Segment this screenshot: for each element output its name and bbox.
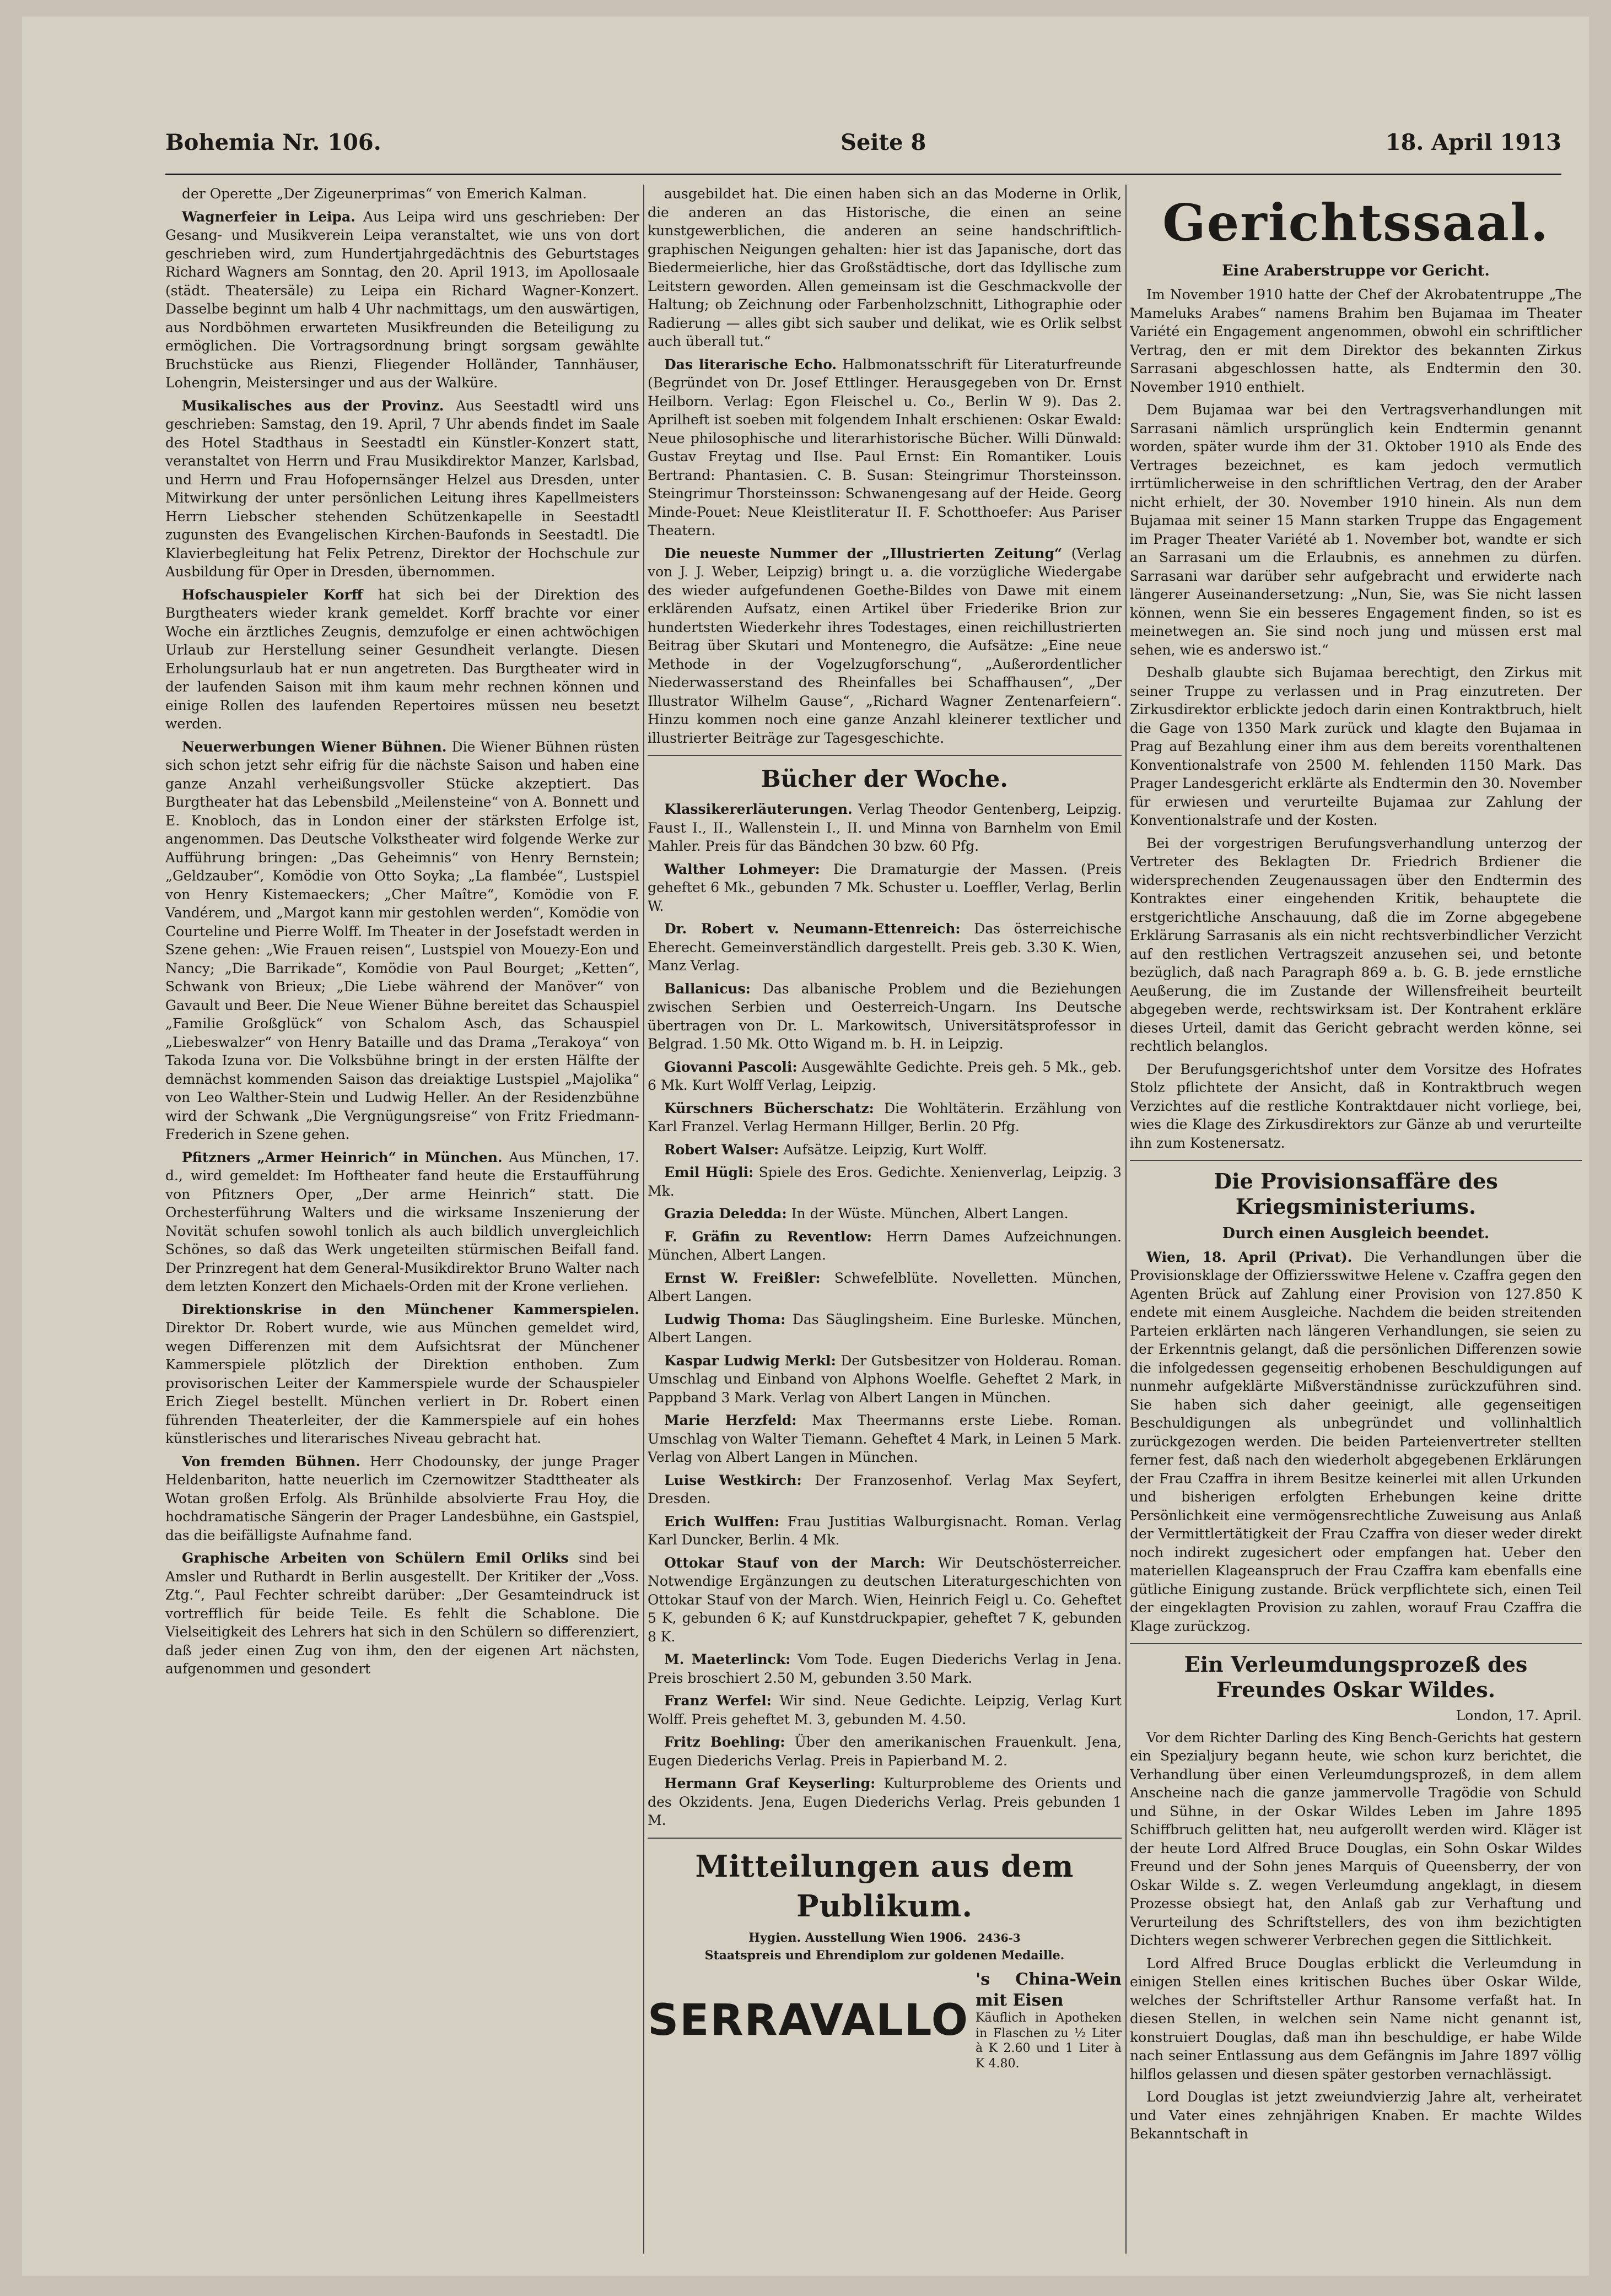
ad-availability: Käuflich in Apotheken in Flaschen zu ½ Liter à K 2.60 und 1 Liter à K 4.80. bbox=[976, 2011, 1122, 2071]
dateline: London, 17. April. bbox=[1456, 1708, 1582, 1724]
book-author: Walther Lohmeyer: bbox=[664, 861, 820, 877]
book-entry bbox=[648, 980, 1122, 1054]
book-entry bbox=[648, 1141, 1122, 1159]
book-author: Emil Hügli: bbox=[664, 1164, 754, 1181]
book-author: Hermann Graf Keyserling: bbox=[664, 1775, 876, 1792]
article-paragraph bbox=[165, 738, 639, 1144]
article-text: Die Wiener Bühnen rüsten sich schon jetzt sehr eifrig für die nächste Saison und haben eine ganze Anzahl verheißungsvoller Stücke akzeptiert. Das Burgtheater hat das Lebensbild „Meilensteine“ von A. Bonnett und E. Knobloch, das in London einer der stärksten Erfolge ist, angenommen. Das Deutsche Volkstheater wird folgende Werke zur Aufführung bringen: „Das Geheimnis“ von Henry Bernstein; „Geldzauber“, Komödie von Otto Soyka; „La flambée“, Lustspiel von Henry Kistemaeckers; „Cher Maître“, Komödie von F. Vandérem, und „Margot kann mir gestohlen werden“, Komödie von Courteline und Pierre Wolff. Im Theater in der Josefstadt werden in Szene gehen: „Wie Frauen reisen“, Lustspiel von Mouezy-Eon und Nancy; „Die Barrikade“, Komödie von Paul Bourget; „Ketten“, Schwank von Brieux; „Die Liebe während der Manöver“ von Gavault und Beer. Die Neue Wiener Bühne bereitet das Schauspiel „Familie Großglück“ von Schalom Asch, das Schauspiel „Liebeswalzer“ von Henry Bataille und das Drama „Terakoya“ von Takoda Izuna vor. Die Volksbühne bringt in der ersten Hälfte der demnächst kommenden Saison das dreiaktige Lustspiel „Majolika“ von Leo Walther-Stein und Ludwig Heller. An der Residenzbühne wird der Schwank „Die Vergnügungsreise“ von Fritz Friedmann-Frederich in Szene gehen. bbox=[165, 738, 639, 1142]
book-entry bbox=[648, 1411, 1122, 1467]
ad-details bbox=[976, 1969, 1122, 2071]
article-lead: Pfitzners „Armer Heinrich“ in München. bbox=[182, 1149, 503, 1165]
article-lead: Von fremden Bühnen. bbox=[182, 1453, 360, 1470]
book-text: Max Theermanns erste Liebe. Roman. Umschlag von Walter Tiemann. Geheftet 4 Mark, in Leinen 5 Mark. Verlag von Albert Langen in München. bbox=[648, 1412, 1122, 1466]
book-text: Ausgewählte Gedichte. Preis geh. 5 Mk., geb. 6 Mk. Kurt Wolff Verlag, Leipzig. bbox=[648, 1058, 1122, 1094]
book-text: Das Säuglingsheim. Eine Burleske. München, Albert Langen. bbox=[648, 1311, 1122, 1346]
article-paragraph bbox=[648, 355, 1122, 540]
article-paragraph bbox=[165, 1452, 639, 1545]
article-paragraph bbox=[165, 397, 639, 581]
book-author: Erich Wulffen: bbox=[664, 1513, 780, 1530]
header-rule bbox=[165, 174, 1561, 175]
book-text: Die Wohltäterin. Erzählung von Karl Franzel. Verlag Hermann Hillger, Berlin. 20 Pfg. bbox=[648, 1100, 1122, 1135]
book-entry bbox=[648, 1228, 1122, 1265]
article-paragraph bbox=[165, 1148, 639, 1296]
book-entry bbox=[648, 1650, 1122, 1687]
book-author: Klassikererläuterungen. bbox=[664, 801, 853, 818]
book-text: Schwefelblüte. Novelletten. München, Albert Langen. bbox=[648, 1269, 1122, 1305]
books-heading: Bücher der Woche. bbox=[761, 765, 1008, 792]
book-entry bbox=[648, 1554, 1122, 1646]
article-text: Direktor Dr. Robert wurde, wie aus München gemeldet wird, wegen Differenzen mit dem Aufsichtsrat der Münchener Kammerspiele plötzlich der Direktion enthoben. Zum provisorischen Leiter der Kammerspiele wurde der Schauspieler Erich Ziegel bestellt. München verliert in Dr. Robert einen führenden Theaterleiter, der die Kammerspiele auf ein hohes künstlerisches und literarisches Niveau gebracht hat. bbox=[165, 1320, 639, 1446]
book-text: Wir sind. Neue Gedichte. Leipzig, Verlag Kurt Wolff. Preis geheftet M. 3, gebunden M. 4.50. bbox=[648, 1693, 1122, 1727]
article-lead: Wagnerfeier in Leipa. bbox=[182, 208, 355, 225]
column-divider bbox=[643, 185, 644, 2254]
column-divider bbox=[1125, 185, 1127, 2254]
book-author: Franz Werfel: bbox=[664, 1693, 772, 1709]
book-entry bbox=[648, 1512, 1122, 1549]
column-3 bbox=[1130, 185, 1582, 2254]
article-paragraph: ausgebildet hat. Die einen haben sich an das Moderne in Orlik, die anderen an das Historische, die einen an seine kunstgewerblichen, die anderen an seine handschriftlich-graphischen Neigungen gehalten: hier ist das Japanische, dort das Biedermeierliche, hier das Großstädtische, dort das Idyllische zum Leitstern geworden. Allen gemeinsam ist die Geschmackvolle der Haltung; ob Zeichnung oder Farbenholzschnitt, Lithographie oder Radierung — alles gibt sich sauber und delikat, wie es Orlik selbst auch überall tut.“ bbox=[648, 186, 1122, 349]
book-text: Das österreichische Eherecht. Gemeinverständlich dargestellt. Preis geb. 3.30 K. Wien, Manz Verlag. bbox=[648, 921, 1122, 974]
book-author: Dr. Robert v. Neumann-Ettenreich: bbox=[664, 921, 961, 937]
book-author: Ernst W. Freißler: bbox=[664, 1269, 821, 1286]
book-text: Über den amerikanischen Frauenkult. Jena, Eugen Diederichs Verlag. Preis in Papierband M. 2. bbox=[648, 1734, 1122, 1769]
book-entry bbox=[648, 1058, 1122, 1095]
book-text: Aufsätze. Leipzig, Kurt Wolff. bbox=[783, 1141, 987, 1158]
article-paragraph bbox=[165, 208, 639, 392]
book-text: Vom Tode. Eugen Diederichs Verlag in Jena. Preis broschiert 2.50 M, gebunden 3.50 Mark. bbox=[648, 1651, 1122, 1686]
book-text: Verlag Theodor Gentenberg, Leipzig. Faust I., II., Wallenstein I., II. und Minna von Barnhelm von Emil Mahler. Preis für das Bändchen 30 bzw. 60 Pfg. bbox=[648, 801, 1122, 855]
book-author: Grazia Deledda: bbox=[664, 1206, 787, 1222]
book-entry bbox=[648, 1204, 1122, 1223]
header-issue: Bohemia Nr. 106. bbox=[165, 129, 381, 155]
article-lead: Neuerwerbungen Wiener Bühnen. bbox=[182, 738, 447, 755]
book-author: Robert Walser: bbox=[664, 1141, 779, 1158]
article-text: (Verlag von J. J. Weber, Leipzig) bringt u. a. die vorzügliche Wiedergabe des wieder aufgefundenen Goethe-Bildes von Dawe mit einem erklärenden Aufsatz, einen Artikel über Friederike Brion zur hundertsten Wiederkehr ihres Todestages, einen reichillustrierten Beitrag über Skutari und Montenegro, die Aufsätze: „Eine neue Methode in der Vogelzugforschung“, „Außerordentlicher Niederwasserstand des Rheinfalles bei Schaffhausen“, „Der Illustrator Wilhelm Gause“, „Richard Wagner Zentenarfeiern“. Hinzu kommen noch eine ganze Anzahl kleinerer textlicher und illustrierter Beiträge zur Tagesgeschichte. bbox=[648, 545, 1122, 746]
article-text: hat sich bei der Direktion des Burgtheaters wieder krank gemeldet. Korff brachte vor einer Woche ein ärztliches Zeugnis, demzufolge er einen achtwöchigen Urlaub zur Herstellung seiner Gesundheit verlangte. Diesen Erholungsurlaub hat er nun angetreten. Das Burgtheater wird in der laufenden Saison mit ihm kaum mehr rechnen können und einige Rollen des laufenden Repertoires müssen neu besetzt werden. bbox=[165, 586, 639, 732]
book-text: Frau Justitias Walburgisnacht. Roman. Verlag Karl Duncker, Berlin. 4 Mk. bbox=[648, 1513, 1122, 1548]
article-text: Aus Seestadtl wird uns geschrieben: Samstag, den 19. April, 7 Uhr abends findet im Saale des Hotel Stadthaus in Seestadtl ein Künstler-Konzert statt, veranstaltet von Herrn und Frau Musikdirektor Manzer, Karlsbad, und Herrn und Frau Hofopernsänger Helzel aus Dresden, unter Mitwirkung der unter persönlichen Leitung ihres Kapellmeisters Herrn Liebscher stehenden Schützenkapelle in Seestadtl zugunsten des Evangelischen Kirchen-Baufonds in Seestadtl. Die Klavierbegleitung hat Felix Petrenz, Direktor der Hochschule zur Ausbildung für Oper in Dresden, übernommen. bbox=[165, 397, 639, 580]
book-entry bbox=[648, 1269, 1122, 1306]
article-paragraph: der Operette „Der Zigeunerprimas“ von Emerich Kalman. bbox=[182, 186, 587, 202]
article-paragraph bbox=[165, 586, 639, 733]
book-author: F. Gräfin zu Reventlow: bbox=[664, 1228, 872, 1245]
article-text: Aus Leipa wird uns geschrieben: Der Gesang- und Musikverein Leipa veranstaltet, wie uns von dort geschrieben wird, zum Hundertjahrgedächtnis des Geburtstages Richard Wagners am Sonntag, den 20. April 1913, im Apollosaale (städt. Theatersäle) zu Leipa ein Richard Wagner-Konzert. Dasselbe beginnt um halb 4 Uhr nachmittags, um den auswärtigen, aus Nordböhmen erwarteten Musikfreunden die Beteiligung zu ermöglichen. Die Vortragsordnung bringt sorgsam gewählte Bruchstücke aus Rienzi, Fliegender Holländer, Tannhäuser, Lohengrin, Meistersinger und aus der Walküre. bbox=[165, 208, 639, 391]
article-paragraph bbox=[165, 1300, 639, 1448]
ad-code: 2436-3 bbox=[977, 1931, 1021, 1945]
article-lead: Die neueste Nummer der „Illustrierten Zeitung“ bbox=[664, 545, 1063, 561]
article-paragraph bbox=[648, 544, 1122, 748]
section-rule bbox=[1130, 1643, 1582, 1644]
article-paragraph: Lord Douglas ist jetzt zweiundvierzig Jahre alt, verheiratet und Vater eines zehnjährigen Knaben. Er machte Wildes Bekanntschaft in bbox=[1130, 2089, 1582, 2142]
book-entry bbox=[648, 1310, 1122, 1347]
book-author: Kürschners Bücherschatz: bbox=[664, 1100, 874, 1116]
ad-exhibition-text: Hygien. Ausstellung Wien 1906. bbox=[748, 1931, 967, 1946]
section-rule bbox=[648, 755, 1122, 756]
article-paragraph: Der Berufungsgerichtshof unter dem Vorsitze des Hofrates Stolz pflichtete der Ansicht, daß in Kontraktbruch wegen Verzichtes auf die restliche Kontraktdauer nicht vorliege, bei, wies die Klage des Zirkusdirektors zur Gänze ab und verurteilte ihn zum Kostenersatz. bbox=[1130, 1061, 1582, 1151]
book-author: M. Maeterlinck: bbox=[664, 1651, 791, 1668]
book-author: Kaspar Ludwig Merkl: bbox=[664, 1352, 836, 1369]
book-author: Giovanni Pascoli: bbox=[664, 1058, 798, 1075]
article-lead: Musikalisches aus der Provinz. bbox=[182, 397, 444, 414]
book-entry bbox=[648, 800, 1122, 856]
article-paragraph: Im November 1910 hatte der Chef der Akrobatentruppe „The Mameluks Arabes“ namens Brahim ben Bujamaa im Theater Variété ein Engagement angenommen, obwohl ein schriftlicher Vertrag, den er mit dem Direktor des bekannten Zirkus Sarrasani abgeschlossen hatte, als Endtermin den 30. November 1910 enthielt. bbox=[1130, 287, 1582, 395]
advertisement bbox=[648, 1969, 1122, 2071]
page-header bbox=[165, 129, 1561, 163]
ad-product: 's China-Wein mit Eisen bbox=[976, 1970, 1122, 2010]
section-title: Gerichtssaal. bbox=[1162, 193, 1549, 252]
article-lead: Graphische Arbeiten von Schülern Emil Orliks bbox=[182, 1550, 569, 1566]
article-paragraph bbox=[165, 1549, 639, 1678]
column-1 bbox=[165, 185, 639, 2254]
book-author: Luise Westkirch: bbox=[664, 1472, 802, 1488]
article-lead: Direktionskrise in den Münchener Kammerspielen. bbox=[182, 1301, 639, 1317]
book-text: Herrn Dames Aufzeichnungen. München, Albert Langen. bbox=[648, 1228, 1122, 1263]
book-text: Wir Deutschösterreicher. Notwendige Ergänzungen zu deutschen Literaturgeschichten von Ottokar Stauf von der March. Wien, Heinrich Feigl u. Co. Geheftet 5 K, gebunden 6 K; auf Kunstdruckpapier, geheftet 7 K, gebunden 8 K. bbox=[648, 1554, 1122, 1645]
book-entry bbox=[648, 1471, 1122, 1508]
book-text: Der Franzosenhof. Verlag Max Seyfert, Dresden. bbox=[648, 1472, 1122, 1507]
book-entry bbox=[648, 1099, 1122, 1136]
book-entry bbox=[648, 1352, 1122, 1407]
book-entry bbox=[648, 1774, 1122, 1830]
article-text: sind bei Amsler und Ruthardt in Berlin ausgestellt. Der Kritiker der „Voss. Ztg.“, Paul Fechter schreibt darüber: „Der Gesamteindruck ist vortrefflich für beide Teile. Es fehlt die Schablone. Die Vielseitigkeit des Lehrers hat sich in den Schülern so differenziert, daß jeder einen Zug von ihm, den der eigenen Art nächsten, aufgenommen und gesondert bbox=[165, 1550, 639, 1677]
book-text: Das albanische Problem und die Beziehungen zwischen Serbien und Oesterreich-Ungarn. Ins Deutsche übertragen von Dr. L. Markowitsch, Universitätsprofessor in Belgrad. 1.50 Mk. Otto Wigand m. b. H. in Leipzig. bbox=[648, 980, 1122, 1052]
article-paragraph: Deshalb glaubte sich Bujamaa berechtigt, den Zirkus mit seiner Truppe zu verlassen und in Prag einzutreten. Der Zirkusdirektor erblickte jedoch darin einen Kontraktbruch, hielt die Gage von 1350 Mark zurück und klagte den Bujamaa in Prag auf Bezahlung einer ihm aus dem bereits vorenthaltenen Konventionalstrafe von 2500 M. fehlenden 1150 Mark. Das Prager Landesgericht erklärte als Endtermin den 30. November für erwiesen und verurteilte Bujamaa zur Zahlung der Konventionalstrafe und der Kosten. bbox=[1130, 665, 1582, 829]
ad-brand: SERRAVALLO bbox=[648, 1995, 969, 2045]
ad-award: Staatspreis und Ehrendiplom zur goldenen Medaille. bbox=[704, 1948, 1065, 1963]
article-text: Herr Chodounsky, der junge Prager Heldenbariton, hatte neuerlich im Czernowitzer Stadttheater als Wotan großen Erfolg. Als Brünhilde absolvierte Frau Hoy, die hochdramatische Sängerin der Prager Landesbühne, ein Gastspiel, das die beifälligste Aufnahme fand. bbox=[165, 1453, 639, 1543]
book-entry bbox=[648, 1692, 1122, 1728]
article-text: Aus München, 17. d., wird gemeldet: Im Hoftheater fand heute die Erstaufführung von Pfitzners Oper, „Der arme Heinrich“ statt. Die Orchesterführung Walters und die wirksame Inszenierung der Novität schufen sowohl tonlich als auch bildlich unvergleichlich Schönes, so daß das Werk ungeteilten stürmischen Beifall fand. Der Prinzregent hat dem General-Musikdirektor Bruno Walter nach dem letzten Konzert den Michaels-Orden mit der Krone verliehen. bbox=[165, 1149, 639, 1294]
article-lead: Wien, 18. April (Privat). bbox=[1146, 1249, 1353, 1265]
newspaper-page bbox=[22, 17, 1589, 2276]
article-lead: Das literarische Echo. bbox=[664, 356, 837, 372]
book-entry bbox=[648, 860, 1122, 916]
section-rule bbox=[648, 1838, 1122, 1839]
header-page-number: Seite 8 bbox=[840, 129, 926, 155]
book-entry bbox=[648, 1163, 1122, 1200]
article-paragraph: Bei der vorgestrigen Berufungsverhandlung unterzog der Vertreter des Beklagten Dr. Friedrich Brdiener die widersprechenden Zeugenaussagen über den Endtermin des Kontraktes einer eingehenden Kritik, behauptete die erstgerichtliche Anschauung, daß die im Zorne abgegebene Erklärung Sarrasanis als ein nicht rechtsverbindlicher Verzicht auf den restlichen Vertragszeit anzusehen sei, und betonte bezüglich, daß nach Paragraph 869 a. b. G. B. jede ernstliche Aeußerung, die im Zustande der Willensfreiheit beurteilt abgegeben werde, rechtswirksam ist. Der Kontrahent erkläre dieses Urteil, damit das Gericht gebracht werden könne, sei rechtlich belanglos. bbox=[1130, 835, 1582, 1055]
book-entry bbox=[648, 920, 1122, 975]
article-lead: Hofschauspieler Korff bbox=[182, 586, 363, 603]
header-date: 18. April 1913 bbox=[1385, 129, 1561, 155]
section-rule bbox=[1130, 1160, 1582, 1161]
column-2 bbox=[648, 185, 1122, 2254]
article-text: Halbmonatsschrift für Literaturfreunde (Begründet von Dr. Josef Ettlinger. Herausgegeben von Dr. Ernst Heilborn. Verlag: Egon Fleischel u. Co., Berlin W 9). Das 2. Aprilheft ist soeben mit folgendem Inhalt erschienen: Oskar Ewald: Neue philosophische und literarhistorische Bücher. Willi Dünwald: Gustav Freytag und Ilse. Paul Ernst: Ein Romantiker. Louis Bertrand: Phantasien. C. B. Susan: Steingrimur Thorsteinsson. Steingrimur Thorsteinsson: Schwanengesang auf der Heide. Georg Minde-Pouet: Neue Kleistliteratur II. F. Schotthoefer: Aus Pariser Theatern. bbox=[648, 356, 1122, 538]
article-paragraph: Vor dem Richter Darling des King Bench-Gerichts hat gestern ein Spezialjury begann heute, wie schon kurz berichtet, die Verhandlung über einen Verleumdungsprozeß, in dem allem Anscheine nach die ganze jammervolle Tragödie von Schuld und Sühne, in der Oskar Wildes Leben im Jahre 1895 Schiffbruch gelitten hat, neu aufgerollt werden wird. Kläger ist der heute Lord Alfred Bruce Douglas, ein Sohn Oskar Wildes Freund und der Sohn jenes Marquis of Queensberry, der von Oskar Wilde s. Z. wegen Verleumdung angeklagt, in diesem Prozesse obsiegt hat, den Anlaß gab zur Verhaftung und Verurteilung des Schriftstellers, des von ihm bezichtigten Dichters wegen schwerer Verbrechen gegen die Sittlichkeit. bbox=[1130, 1729, 1582, 1949]
article-headline: Ein Verleumdungsprozeß des Freundes Oskar Wildes. bbox=[1184, 1652, 1528, 1702]
article-paragraph: Lord Alfred Bruce Douglas erblickt die Verleumdung in einigen Stellen eines kritischen Buches über Oskar Wilde, welches der Schriftsteller Arthur Ransome verfaßt hat. In diesen Stellen, in welchen sein Name nicht genannt ist, konstruiert Douglas, daß man ihn beschuldige, er habe Wilde nach seiner Entlassung aus dem Gefängnis im Jahre 1897 völlig hilflos gelassen und diesen später gestorben vernachlässigt. bbox=[1130, 1955, 1582, 2082]
article-headline: Die Provisionsaffäre des Kriegsministeriums. bbox=[1214, 1169, 1498, 1219]
book-text: In der Wüste. München, Albert Langen. bbox=[791, 1206, 1069, 1222]
public-notices-heading: Mitteilungen aus dem Publikum. bbox=[695, 1848, 1074, 1924]
article-headline: Eine Araberstruppe vor Gericht. bbox=[1222, 262, 1490, 280]
book-entry bbox=[648, 1733, 1122, 1770]
book-author: Marie Herzfeld: bbox=[664, 1412, 797, 1429]
book-author: Fritz Boehling: bbox=[664, 1734, 785, 1751]
book-text: Die Dramaturgie der Massen. (Preis geheftet 6 Mk., gebunden 7 Mk. Schuster u. Loeffler, Verlag, Berlin W. bbox=[648, 861, 1122, 914]
book-author: Ottokar Stauf von der March: bbox=[664, 1554, 925, 1571]
article-paragraph bbox=[1130, 1248, 1582, 1636]
book-text: Spiele des Eros. Gedichte. Xenienverlag, Leipzig. 3 Mk. bbox=[648, 1164, 1122, 1199]
article-text: Die Verhandlungen über die Provisionsklage der Offiziersswitwe Helene v. Czaffra gegen den Agenten Brück auf Zahlung einer Provision von 127.850 K endete mit einem Ausgleiche. Nachdem die beiden streitenden Parteien erklärten nach längeren Verhandlungen, sie seien zu der Erkenntnis gelangt, daß die persönlichen Differenzen sowie die infolgedessen gegenseitig erhobenen Beschuldigungen auf nunmehr aufgeklärte Mißverständnisse zurückzuführen sind. Sie haben sich daher geeinigt, alle gegenseitigen Beschuldigungen als unbegründet und vollinhaltlich zurückgezogen werden. Die beiden Parteienvertreter stellten ferner fest, daß nach den wiederholt abgegebenen Erklärungen der Frau Czaffra in ihrem Besitze keinerlei mit allen Urkunden und bisherigen erfolgten Erhebungen keine dritte Persönlichkeit eine vermögensrechtliche Zuweisung aus Anlaß der Vermittlertätigkeit der Frau Czaffra von dieser weder direkt noch indirekt zugesichert oder empfangen hat. Ueber den materiellen Klageanspruch der Frau Czaffra kam ebenfalls eine gütliche Einigung zustande. Brück verpflichtete sich, einen Teil der eingeklagten Provision zu zahlen, worauf Frau Czaffra die Klage zurückzog. bbox=[1130, 1249, 1582, 1634]
book-author: Ludwig Thoma: bbox=[664, 1311, 786, 1327]
ad-exhibition bbox=[648, 1930, 1122, 1946]
article-subheadline: Durch einen Ausgleich beendet. bbox=[1222, 1224, 1490, 1242]
book-text: Kulturprobleme des Orients und des Okzidents. Jena, Eugen Diederichs Verlag. Preis gebunden 1 M. bbox=[648, 1775, 1122, 1829]
book-text: Der Gutsbesitzer von Holderau. Roman. Umschlag und Einband von Alphons Woelfle. Geheftet 2 Mark, in Pappband 3 Mark. Verlag von Albert Langen in München. bbox=[648, 1352, 1122, 1406]
article-paragraph: Dem Bujamaa war bei den Vertragsverhandlungen mit Sarrasani nämlich ursprünglich kein Endtermin genannt worden, später wurde ihm der 31. Oktober 1910 als Ende des Vertrages bezeichnet, es kam jedoch vermutlich irrtümlicherweise in den schriftlichen Vertrag, den der Araber nicht erhielt, der 30. November 1910 hinein. Als nun dem Bujamaa mit seiner 15 Mann starken Truppe das Engagement im Prager Theater Variété ab 1. November bot, wandte er sich an Sarrasani um die Erlaubnis, es annehmen zu dürfen. Sarrasani war darüber sehr aufgebracht und erwiderte nach längerer Auseinandersetzung: „Nun, Sie, was Sie nicht lassen können, wenn Sie ein besseres Engagement finden, so ist es meinetwegen an. Sie sind noch jung und müssen erst mal sehen, wie es anderswo ist.“ bbox=[1130, 402, 1582, 658]
book-author: Ballanicus: bbox=[664, 980, 751, 997]
